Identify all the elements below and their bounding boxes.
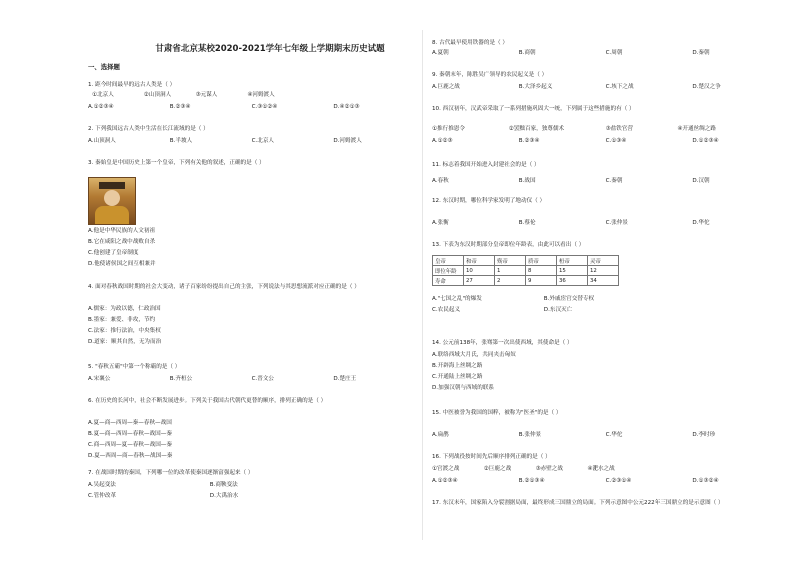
emperor-age-table — [432, 255, 619, 286]
table-cell: 10 — [464, 266, 495, 276]
q10-item-1: ①推行推恩令 — [432, 126, 465, 132]
question-14: 14. 公元前138年，张骞第一次出使西域，其使命是（ ） — [432, 340, 573, 346]
table-cell: 9 — [526, 276, 557, 286]
question-15: 15. 中医被誉为我国的国粹，被称为"医圣"的是（ ） — [432, 410, 562, 416]
q6-option-d: D.夏—西周—商—春秋—战国—秦 — [88, 453, 173, 459]
q15-option-c: C.华佗 — [605, 432, 623, 438]
q9-option-a: A.巨鹿之战 — [432, 84, 460, 90]
section-heading: 一、选择题 — [88, 63, 120, 71]
question-10: 10. 西汉初年，汉武帝采取了一系列措施巩固大一统，下列属于这些措施的有（ ） — [432, 106, 635, 112]
q12-option-a: A.张衡 — [432, 220, 449, 226]
q5-option-c: C.晋文公 — [251, 376, 275, 382]
q16-item-3: ③赤壁之战 — [535, 466, 563, 472]
q1-item-3: ③元谋人 — [195, 92, 218, 98]
question-3: 3. 秦始皇是中国历史上第一个皇帝，下列有关他的叙述，正确的是（ ） — [88, 160, 265, 166]
q12-option-d: D.华佗 — [692, 220, 710, 226]
q4-option-b: B.墨家：兼爱、非攻，节约 — [88, 317, 156, 323]
q5-option-a: A.宋襄公 — [88, 376, 111, 382]
q2-option-a: A.山顶洞人 — [88, 138, 116, 144]
table-cell: 灵帝 — [588, 256, 619, 266]
question-1: 1. 距今时间最早的远古人类是（ ） — [88, 82, 176, 88]
table-cell: 和帝 — [464, 256, 495, 266]
q8-option-a: A.夏朝 — [432, 50, 449, 56]
q16-option-d: D.①③②④ — [692, 478, 719, 484]
table-row — [433, 266, 619, 276]
table-cell: 质帝 — [526, 256, 557, 266]
q7-option-c: C.管仲改革 — [88, 493, 117, 499]
question-9: 9. 秦朝末年，陈胜吴广领导的农民起义是（ ） — [432, 72, 548, 78]
q16-item-1: ①官渡之战 — [432, 466, 460, 472]
q13-option-d: D.东汉灭亡 — [543, 307, 573, 313]
q2-option-b: B.半坡人 — [169, 138, 193, 144]
q3-option-a: A.他是中华民族的人文初祖 — [88, 228, 156, 234]
q1-option-a: A.①②③④ — [88, 104, 114, 110]
q1-option-d: D.④②①③ — [333, 104, 360, 110]
q6-option-b: B.夏—商—西周—春秋—战国—秦 — [88, 431, 172, 437]
table-cell: 8 — [526, 266, 557, 276]
q4-option-d: D.道家：顺其自然，无为而治 — [88, 339, 162, 345]
table-cell: 34 — [588, 276, 619, 286]
question-17: 17. 东汉末年，国家陷入分裂割据局面，最终形成三国鼎立的局面。下列示意图中公元222年三国鼎立的是示意图（ ） — [432, 500, 724, 506]
page-title: 甘肃省北京某校2020-2021学年七年级上学期期末历史试题 — [155, 44, 385, 54]
q15-option-d: D.李时珍 — [692, 432, 716, 438]
q9-option-d: D.楚汉之争 — [692, 84, 721, 90]
column-divider — [422, 30, 423, 540]
question-2: 2. 下列我国远古人类中生活在长江流域的是（ ） — [88, 126, 209, 132]
emperor-portrait-image — [88, 177, 136, 225]
q14-option-c: C.开通陆上丝绸之路 — [432, 374, 483, 380]
q16-item-2: ②巨鹿之战 — [483, 466, 512, 472]
q12-option-b: B.蔡伦 — [518, 220, 536, 226]
question-16: 16. 下列战役按时间先后顺序排列正确的是（ ） — [432, 454, 551, 460]
q4-option-a: A.儒家：为政以德，仁政治国 — [88, 306, 161, 312]
q5-option-b: B.齐桓公 — [169, 376, 193, 382]
table-cell: 12 — [588, 266, 619, 276]
q3-option-c: C.他创建了皇帝制度 — [88, 250, 139, 256]
question-12: 12. 东汉时期，哪位科学家发明了地动仪（ ） — [432, 198, 546, 204]
question-8: 8. 古代最早使用铁器的是（ ） — [432, 40, 509, 46]
question-6: 6. 在历史的长河中，社会不断发展进步。下列关于我国古代朝代更替的顺序，排列正确的是（ ） — [88, 398, 327, 404]
question-11: 11. 标志着我国开始进入封建社会的是（ ） — [432, 162, 540, 168]
q2-option-c: C.北京人 — [251, 138, 275, 144]
q6-option-c: C.商—西周—夏—春秋—战国—秦 — [88, 442, 172, 448]
table-cell: 即位年龄 — [433, 266, 464, 276]
q8-option-c: C.周朝 — [605, 50, 623, 56]
q6-option-a: A.夏—商—西周—秦—春秋—战国 — [88, 420, 172, 426]
q10-item-3: ③盐铁官营 — [605, 126, 633, 132]
q11-option-b: B.战国 — [518, 178, 536, 184]
q10-option-b: B.②③④ — [518, 138, 540, 144]
q1-option-b: B.②③④ — [169, 104, 191, 110]
q12-option-c: C.张仲景 — [605, 220, 629, 226]
table-cell: 寿命 — [433, 276, 464, 286]
q13-option-c: C.农民起义 — [432, 307, 461, 313]
q14-option-a: A.联络西域大月氏，共同夹击匈奴 — [432, 352, 516, 358]
table-cell: 1 — [495, 266, 526, 276]
q3-option-d: D.他使诸侯国之间互相兼并 — [88, 261, 156, 267]
q8-option-d: D.秦朝 — [692, 50, 710, 56]
q5-option-d: D.楚庄王 — [333, 376, 357, 382]
q4-option-c: C.法家：推行法治，中央集权 — [88, 328, 161, 334]
table-cell: 2 — [495, 276, 526, 286]
table-cell: 15 — [557, 266, 588, 276]
question-13: 13. 下表为东汉时期部分皇帝即位年龄表，由此可以看出（ ） — [432, 242, 585, 248]
q9-option-c: C.垓下之战 — [605, 84, 634, 90]
q16-option-b: B.②①③④ — [518, 478, 545, 484]
q1-option-c: C.③①②④ — [251, 104, 278, 110]
table-cell: 36 — [557, 276, 588, 286]
q16-option-c: C.②③①④ — [605, 478, 632, 484]
q16-item-4: ④淝水之战 — [587, 466, 615, 472]
q1-item-4: ④河姆渡人 — [247, 92, 275, 98]
question-5: 5. "春秋五霸"中第一个称霸的是（ ） — [88, 364, 181, 370]
q7-option-d: D.大禹治水 — [209, 493, 239, 499]
question-4: 4. 面对春秋战国时期的社会大变动，诸子百家纷纷提出自己的主张，下列说法与其思想流派对应正确的是（ ） — [88, 284, 360, 290]
q14-option-d: D.加强汉朝与西域的联系 — [432, 385, 495, 391]
q13-option-a: A."七国之乱"的爆发 — [432, 296, 482, 302]
q16-option-a: A.①②③④ — [432, 478, 458, 484]
q10-item-2: ②罢黜百家，独尊儒术 — [508, 126, 565, 132]
q7-option-b: B.商鞅变法 — [209, 482, 238, 488]
q10-item-4: ④开通丝绸之路 — [677, 126, 716, 132]
q11-option-c: C.秦朝 — [605, 178, 623, 184]
q7-option-a: A.吴起变法 — [88, 482, 116, 488]
q2-option-d: D.河姆渡人 — [333, 138, 362, 144]
q3-option-b: B.它在咸阳之战中战败自杀 — [88, 239, 156, 245]
q10-option-a: A.①②③ — [432, 138, 453, 144]
q10-option-d: D.①②③④ — [692, 138, 719, 144]
table-cell: 27 — [464, 276, 495, 286]
table-cell: 殇帝 — [495, 256, 526, 266]
question-7: 7. 在战国时期的秦国，下列哪一位的改革使秦国逐渐富强起来（ ） — [88, 470, 254, 476]
q11-option-d: D.汉朝 — [692, 178, 710, 184]
table-cell: 皇帝 — [433, 256, 464, 266]
q11-option-a: A.春秋 — [432, 178, 449, 184]
q8-option-b: B.商朝 — [518, 50, 536, 56]
q1-item-1: ①北京人 — [92, 92, 114, 98]
q1-item-2: ②山顶洞人 — [143, 92, 172, 98]
q15-option-a: A.扁鹊 — [432, 432, 449, 438]
q15-option-b: B.张仲景 — [518, 432, 542, 438]
q9-option-b: B.大泽乡起义 — [518, 84, 553, 90]
q14-option-b: B.开辟海上丝绸之路 — [432, 363, 483, 369]
table-header-row — [433, 256, 619, 266]
q13-option-b: B.外戚宦官交替专权 — [543, 296, 595, 302]
table-cell: 桓帝 — [557, 256, 588, 266]
table-row — [433, 276, 619, 286]
q10-option-c: C.①③④ — [605, 138, 627, 144]
